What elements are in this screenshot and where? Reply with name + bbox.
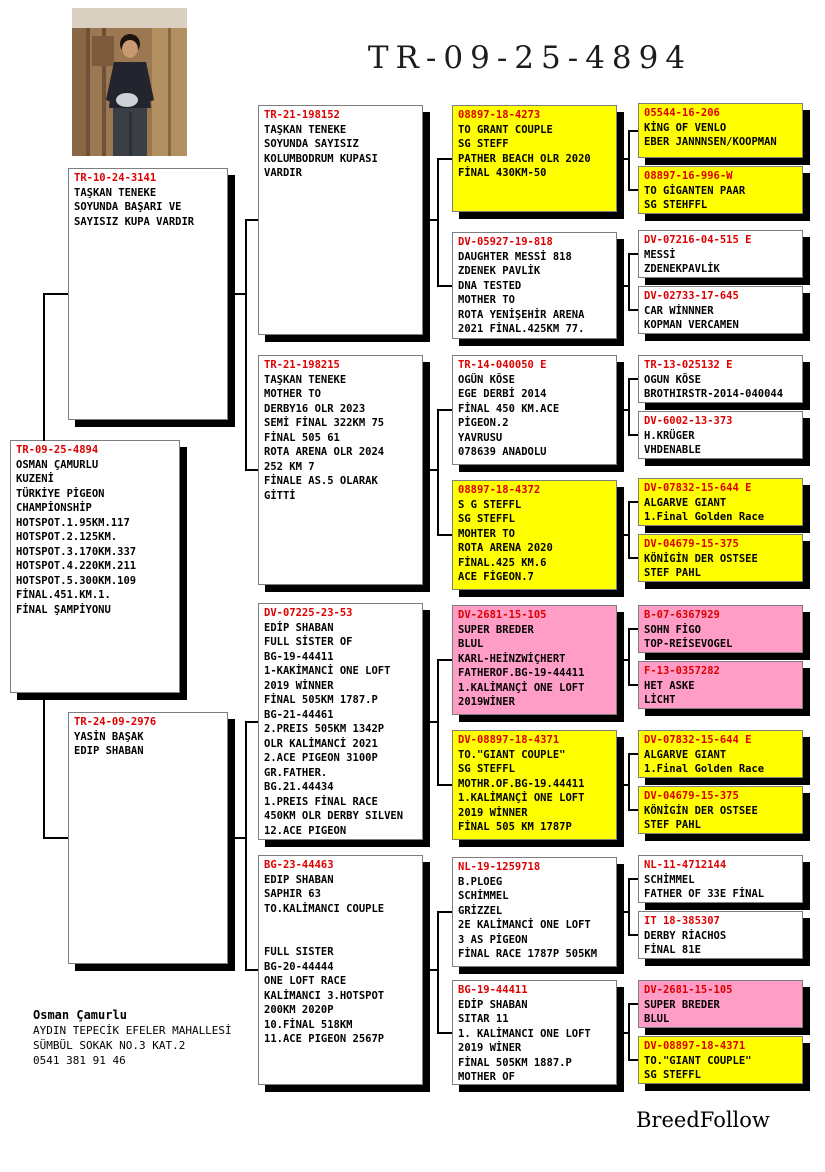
- connector-line: [437, 659, 439, 786]
- ring-number: TR-21-198215: [264, 359, 340, 371]
- connector-line: [628, 253, 638, 255]
- ring-number: 08897-18-4273: [458, 109, 541, 121]
- pedigree-text-line: BG.21.44434: [264, 781, 334, 793]
- connector-line: [437, 285, 452, 287]
- pedigree-text-line: FİNAL 505 61: [264, 431, 340, 444]
- pedigree-box-g2a: [258, 105, 423, 335]
- pedigree-text-line: MOHTER TO: [458, 527, 515, 540]
- connector-line: [628, 1059, 638, 1061]
- ring-number: TR-24-09-2976: [74, 716, 157, 728]
- pedigree-text-line: SUPER BREDER: [644, 998, 720, 1011]
- connector-line: [437, 911, 439, 1034]
- pedigree-text-line: FATHER OF 33E FİNAL: [644, 888, 765, 900]
- connector-line: [245, 219, 247, 471]
- connector-line: [437, 409, 452, 411]
- connector-line: [437, 409, 439, 536]
- pedigree-text-line: DNA TESTED: [458, 279, 522, 292]
- pedigree-text-line: H.KRÜGER: [644, 429, 695, 442]
- pedigree-box-g3a: [452, 105, 617, 212]
- pedigree-text-line: 2019WİNER: [458, 696, 515, 708]
- connector-line: [423, 721, 438, 723]
- pedigree-text-line: STEF PAHL: [644, 567, 701, 579]
- pedigree-text-line: SCHİMMEL: [644, 873, 695, 886]
- page-title: TR-09-25-4894: [367, 40, 693, 76]
- pedigree-text-line: HET ASKE: [644, 679, 695, 692]
- pedigree-text-line: GRİZZEL: [458, 904, 503, 917]
- pedigree-text-line: 1.Final Golden Race: [644, 511, 765, 523]
- pedigree-text-line: TO GİGANTEN PAAR: [644, 184, 746, 197]
- pedigree-box-g3g: [452, 857, 617, 967]
- connector-line: [628, 557, 638, 559]
- pedigree-box-g2b: [258, 355, 423, 585]
- pedigree-text-line: FATHEROF.BG-19-44411: [458, 667, 585, 679]
- branding-logo-text: BreedFollow: [636, 1108, 770, 1132]
- pedigree-box-p1: [68, 168, 228, 420]
- pedigree-text-line: VARDIR: [264, 167, 302, 179]
- pedigree-text-line: TOP-REİSEVOGEL: [644, 638, 733, 650]
- connector-line: [628, 309, 638, 311]
- pedigree-box-g4o: [638, 980, 803, 1028]
- pedigree-text-line: HOTSPOT.5.300KM.109: [16, 574, 137, 587]
- pedigree-box-g4f: [638, 411, 803, 459]
- connector-line: [628, 378, 638, 380]
- pedigree-text-line: ZDENEKPAVLİK: [644, 263, 720, 275]
- pedigree-box-g4j: [638, 661, 803, 709]
- pedigree-text-line: EDIP SHABAN: [264, 873, 334, 886]
- pedigree-text-line: 1.PREIS FİNAL RACE: [264, 795, 378, 808]
- pedigree-box-g4l: [638, 786, 803, 834]
- pedigree-text-line: BLUL: [644, 1013, 670, 1025]
- ring-number: 05544-16-206: [644, 107, 720, 119]
- connector-line: [628, 753, 630, 811]
- pedigree-text-line: FİNAL ŞAMPİYONU: [16, 603, 111, 616]
- pedigree-box-g3h: [452, 980, 617, 1085]
- pedigree-text-line: EDİP SHABAN: [264, 621, 334, 634]
- pedigree-text-line: FİNAL 505 KM 1787P: [458, 821, 572, 833]
- pedigree-text-line: KUZENİ: [16, 473, 54, 485]
- pedigree-text-line: SUPER BREDER: [458, 623, 534, 636]
- pedigree-text-line: SITAR 11: [458, 1013, 509, 1025]
- pedigree-text-line: DAUGHTER MESSİ 818: [458, 250, 572, 263]
- connector-line: [43, 293, 45, 441]
- pedigree-text-line: HOTSPOT.2.125KM.: [16, 531, 118, 543]
- connector-line: [628, 809, 638, 811]
- connector-line: [628, 501, 630, 559]
- pedigree-text-line: TAŞKAN TENEKE: [264, 123, 347, 136]
- owner-address-line2: SÜMBÜL SOKAK NO.3 KAT.2: [33, 1039, 186, 1052]
- connector-line: [628, 378, 630, 436]
- connector-line: [628, 934, 638, 936]
- pedigree-text-line: LİCHT: [644, 694, 676, 706]
- ring-number: DV-05927-19-818: [458, 236, 553, 248]
- pedigree-text-line: FULL SİSTER OF: [264, 636, 353, 648]
- ring-number: TR-10-24-3141: [74, 172, 157, 184]
- owner-name: Osman Çamurlu: [33, 1008, 127, 1022]
- pedigree-text-line: MOTHER OF: [458, 1071, 515, 1083]
- pedigree-text-line: SG STEFFL: [458, 513, 515, 525]
- connector-line: [423, 219, 438, 221]
- pedigree-text-line: KİNG OF VENLO: [644, 121, 727, 134]
- pedigree-text-line: TO.KALİMANCI COUPLE: [264, 902, 385, 915]
- ring-number: 08897-18-4372: [458, 484, 541, 496]
- pedigree-text-line: 2.ACE PIGEON 3100P: [264, 752, 378, 764]
- pedigree-text-line: MESSİ: [644, 248, 676, 261]
- connector-line: [245, 969, 258, 971]
- ring-number: DV-07216-04-515 E: [644, 234, 752, 246]
- pedigree-box-g2d: [258, 855, 423, 1085]
- pedigree-text-line: ROTA YENİŞEHİR ARENA: [458, 308, 585, 321]
- ring-number: TR-14-040050 E: [458, 359, 547, 371]
- owner-photo: [72, 8, 187, 156]
- pedigree-text-line: KARL-HEİNZWİÇHERT: [458, 652, 566, 665]
- connector-line: [437, 659, 452, 661]
- pedigree-text-line: TO GRANT COUPLE: [458, 123, 553, 136]
- connector-line: [628, 878, 630, 936]
- pedigree-text-line: ACE FİGEON.7: [458, 571, 534, 583]
- pedigree-box-g4k: [638, 730, 803, 778]
- connector-line: [628, 130, 630, 191]
- pedigree-text-line: 2E KALİMANCİ ONE LOFT: [458, 919, 591, 931]
- owner-phone: 0541 381 91 46: [33, 1054, 126, 1067]
- connector-line: [228, 837, 246, 839]
- pedigree-text-line: OGÜN KÖSE: [458, 373, 515, 386]
- pedigree-box-g4d: [638, 286, 803, 334]
- pedigree-text-line: EDİP SHABAN: [458, 998, 528, 1011]
- connector-line: [245, 469, 258, 471]
- pedigree-text-line: S G STEFFL: [458, 498, 522, 511]
- pedigree-text-line: DERBY16 OLR 2023: [264, 402, 366, 415]
- pedigree-box-g4i: [638, 605, 803, 653]
- pedigree-text-line: FİNALE AS.5 OLARAK: [264, 475, 378, 487]
- ring-number: F-13-0357282: [644, 665, 720, 677]
- pedigree-text-line: OGUN KÖSE: [644, 373, 701, 386]
- connector-line: [437, 158, 439, 287]
- ring-number: B-07-6367929: [644, 609, 720, 621]
- pedigree-text-line: ZDENEK PAVLİK: [458, 265, 541, 277]
- ring-number: BG-23-44463: [264, 859, 334, 871]
- pedigree-box-g4p: [638, 1036, 803, 1084]
- pedigree-text-line: FİNAL RACE 1787P 505KM: [458, 948, 598, 960]
- pedigree-text-line: KALİMANCI 3.HOTSPOT: [264, 989, 385, 1002]
- ring-number: DV-04679-15-375: [644, 538, 739, 550]
- pedigree-box-g4n: [638, 911, 803, 959]
- connector-line: [628, 628, 630, 686]
- connector-line: [423, 969, 438, 971]
- pedigree-text-line: ROTA ARENA OLR 2024: [264, 446, 385, 458]
- pedigree-text-line: BG-19-44411: [264, 650, 334, 663]
- pedigree-text-line: OLR KALİMANCİ 2021: [264, 737, 378, 750]
- pedigree-text-line: EGE DERBİ 2014: [458, 388, 547, 400]
- pedigree-text-line: SEMİ FİNAL 322KM 75: [264, 417, 385, 429]
- ring-number: DV-04679-15-375: [644, 790, 739, 802]
- pedigree-text-line: KOLUMBODRUM KUPASI: [264, 152, 378, 165]
- pedigree-text-line: 2021 FİNAL.425KM 77.: [458, 323, 585, 335]
- ring-number: DV-07832-15-644 E: [644, 482, 752, 494]
- pedigree-text-line: EBER JANNNSEN/KOOPMAN: [644, 136, 777, 148]
- pedigree-box-g4h: [638, 534, 803, 582]
- connector-line: [628, 1003, 630, 1061]
- pedigree-text-line: PATHER BEACH OLR 2020: [458, 152, 591, 165]
- pedigree-box-g4m: [638, 855, 803, 903]
- pedigree-text-line: KÖNİGİN DER OSTSEE: [644, 552, 758, 565]
- pedigree-text-line: [264, 916, 417, 931]
- pedigree-text-line: FİNAL 81E: [644, 944, 701, 956]
- pedigree-text-line: KOPMAN VERCAMEN: [644, 319, 739, 331]
- pedigree-text-line: 2019 WİNER: [458, 1042, 522, 1054]
- connector-line: [43, 837, 68, 839]
- pedigree-text-line: 200KM 2020P: [264, 1004, 334, 1016]
- connector-line: [245, 721, 247, 971]
- pedigree-text-line: PİGEON.2: [458, 417, 509, 429]
- pedigree-text-line: VHDENABLE: [644, 444, 701, 456]
- pedigree-text-line: 2019 WİNNER: [458, 806, 528, 819]
- connector-line: [437, 1032, 452, 1034]
- connector-line: [628, 684, 638, 686]
- owner-address-line1: AYDIN TEPECİK EFELER MAHALLESİ: [33, 1024, 232, 1037]
- connector-line: [628, 628, 638, 630]
- pedigree-text-line: HOTSPOT.3.170KM.337: [16, 545, 137, 558]
- ring-number: DV-08897-18-4371: [458, 734, 560, 746]
- pedigree-text-line: STEF PAHL: [644, 819, 701, 831]
- pedigree-text-line: HOTSPOT.4.220KM.211: [16, 560, 137, 572]
- pedigree-text-line: CAR WİNNNER: [644, 304, 714, 317]
- pedigree-text-line: 1-KAKİMANCİ ONE LOFT: [264, 665, 391, 677]
- pedigree-text-line: YAVRUSU: [458, 431, 503, 444]
- pedigree-text-line: BROTHIRSTR-2014-040044: [644, 388, 784, 400]
- pedigree-box-g4c: [638, 230, 803, 278]
- pedigree-text-line: SOHN FİGO: [644, 623, 701, 636]
- pedigree-text-line: 2019 WİNNER: [264, 679, 334, 692]
- pedigree-text-line: TO."GIANT COUPLE": [458, 748, 566, 761]
- connector-line: [628, 753, 638, 755]
- pedigree-box-g4g: [638, 478, 803, 526]
- pedigree-text-line: B.PLOEG: [458, 875, 503, 888]
- pedigree-text-line: TAŞKAN TENEKE: [264, 373, 347, 386]
- ring-number: TR-13-025132 E: [644, 359, 733, 371]
- ring-number: 08897-16-996-W: [644, 170, 733, 182]
- pedigree-text-line: 078639 ANADOLU: [458, 446, 547, 458]
- pedigree-text-line: DERBY RİACHOS: [644, 929, 727, 942]
- pedigree-text-line: [264, 931, 417, 946]
- pedigree-text-line: ROTA ARENA 2020: [458, 542, 553, 554]
- connector-line: [43, 293, 68, 295]
- ring-number: TR-09-25-4894: [16, 444, 99, 456]
- ring-number: DV-02733-17-645: [644, 290, 739, 302]
- pedigree-text-line: FİNAL.425 KM.6: [458, 556, 547, 569]
- connector-line: [628, 130, 638, 132]
- ring-number: DV-2681-15-105: [644, 984, 733, 996]
- pedigree-text-line: FİNAL 450 KM.ACE: [458, 402, 560, 415]
- pedigree-text-line: 450KM OLR DERBY SILVEN: [264, 810, 404, 822]
- pedigree-box-g4a: [638, 103, 803, 158]
- pedigree-box-g2c: [258, 603, 423, 840]
- connector-line: [437, 784, 452, 786]
- pedigree-box-g4e: [638, 355, 803, 403]
- pedigree-box-g3d: [452, 480, 617, 590]
- ring-number: BG-19-44411: [458, 984, 528, 996]
- pedigree-text-line: SCHİMMEL: [458, 890, 509, 902]
- connector-line: [437, 911, 452, 913]
- pedigree-text-line: FİNAL.451.KM.1.: [16, 589, 111, 601]
- pedigree-text-line: SOYUNDA SAYISIZ: [264, 138, 359, 150]
- connector-line: [628, 1003, 638, 1005]
- pedigree-text-line: BLUL: [458, 638, 484, 650]
- pedigree-text-line: MOTHER TO: [458, 294, 515, 306]
- pedigree-text-line: ALGARVE GIANT: [644, 496, 727, 509]
- pedigree-text-line: SAYISIZ KUPA VARDIR: [74, 215, 195, 228]
- connector-line: [423, 469, 438, 471]
- connector-line: [628, 434, 638, 436]
- pedigree-text-line: 252 KM 7: [264, 460, 315, 473]
- pedigree-text-line: OSMAN ÇAMURLU: [16, 458, 99, 471]
- ring-number: DV-08897-18-4371: [644, 1040, 746, 1052]
- pedigree-box-g3b: [452, 232, 617, 339]
- pedigree-text-line: CHAMPİONSHİP: [16, 502, 92, 514]
- pedigree-box-subj: [10, 440, 180, 693]
- pedigree-text-line: SAPHIR 63: [264, 888, 321, 900]
- pedigree-text-line: 11.ACE PIGEON 2567P: [264, 1033, 385, 1045]
- pedigree-text-line: BG-20-44444: [264, 960, 334, 973]
- ring-number: TR-21-198152: [264, 109, 340, 121]
- ring-number: DV-6002-13-373: [644, 415, 733, 427]
- connector-line: [43, 693, 45, 839]
- pedigree-text-line: 2.PREIS 505KM 1342P: [264, 723, 385, 735]
- connector-line: [245, 219, 258, 221]
- ring-number: NL-11-4712144: [644, 859, 727, 871]
- connector-line: [245, 721, 258, 723]
- pedigree-text-line: BG-21-44461: [264, 708, 334, 721]
- pedigree-box-g3f: [452, 730, 617, 840]
- pedigree-text-line: FİNAL 505KM 1787.P: [264, 694, 378, 706]
- connector-line: [437, 158, 452, 160]
- connector-line: [228, 293, 246, 295]
- pigeon: [116, 93, 138, 107]
- pedigree-text-line: TAŞKAN TENEKE: [74, 186, 157, 199]
- pedigree-box-g3c: [452, 355, 617, 465]
- pedigree-text-line: ALGARVE GIANT: [644, 748, 727, 761]
- connector-line: [628, 189, 638, 191]
- pedigree-text-line: HOTSPOT.1.95KM.117: [16, 516, 130, 529]
- pedigree-text-line: KÖNİGİN DER OSTSEE: [644, 804, 758, 817]
- pedigree-box-g3e: [452, 605, 617, 715]
- pedigree-text-line: SOYUNDA BAŞARI VE: [74, 201, 182, 213]
- pedigree-text-line: YASİN BAŞAK: [74, 730, 144, 743]
- connector-line: [628, 501, 638, 503]
- pedigree-text-line: 1.KALİMANÇİ ONE LOFT: [458, 792, 585, 804]
- connector-line: [628, 878, 638, 880]
- owner-contact-block: [33, 1008, 232, 1068]
- pedigree-text-line: SG STEFFL: [644, 1069, 701, 1081]
- pedigree-text-line: 10.FİNAL 518KM: [264, 1018, 353, 1031]
- pedigree-box-p2: [68, 712, 228, 964]
- ring-number: DV-2681-15-105: [458, 609, 547, 621]
- pedigree-text-line: GR.FATHER.: [264, 766, 328, 779]
- ring-number: DV-07225-23-53: [264, 607, 353, 619]
- ring-number: NL-19-1259718: [458, 861, 541, 873]
- pedigree-text-line: 1.Final Golden Race: [644, 763, 765, 775]
- pedigree-text-line: GİTTİ: [264, 489, 296, 502]
- pedigree-text-line: SG STEHFFL: [644, 199, 708, 211]
- pedigree-text-line: MOTHER TO: [264, 388, 321, 400]
- pedigree-box-g4b: [638, 166, 803, 214]
- pedigree-text-line: 1. KALİMANCI ONE LOFT: [458, 1027, 591, 1040]
- ring-number: DV-07832-15-644 E: [644, 734, 752, 746]
- pedigree-text-line: FİNAL 430KM-50: [458, 167, 547, 179]
- pedigree-text-line: MOTHR.OF.BG-19.44411: [458, 777, 585, 790]
- pedigree-text-line: SG STEFF: [458, 138, 509, 150]
- pedigree-text-line: 3 AS PİGEON: [458, 933, 528, 946]
- pedigree-text-line: FULL SISTER: [264, 946, 334, 958]
- pedigree-text-line: SG STEFFL: [458, 763, 515, 775]
- pedigree-text-line: 1.KALİMANÇİ ONE LOFT: [458, 681, 585, 694]
- pedigree-text-line: ONE LOFT RACE: [264, 975, 347, 987]
- pedigree-text-line: FİNAL 505KM 1887.P: [458, 1056, 572, 1069]
- pedigree-text-line: TÜRKİYE PİGEON: [16, 487, 105, 500]
- pedigree-text-line: EDIP SHABAN: [74, 745, 144, 757]
- ring-number: IT 18-385307: [644, 915, 720, 927]
- connector-line: [628, 253, 630, 311]
- pedigree-text-line: 12.ACE PIGEON: [264, 824, 347, 837]
- connector-line: [437, 534, 452, 536]
- pedigree-text-line: TO."GIANT COUPLE": [644, 1054, 752, 1067]
